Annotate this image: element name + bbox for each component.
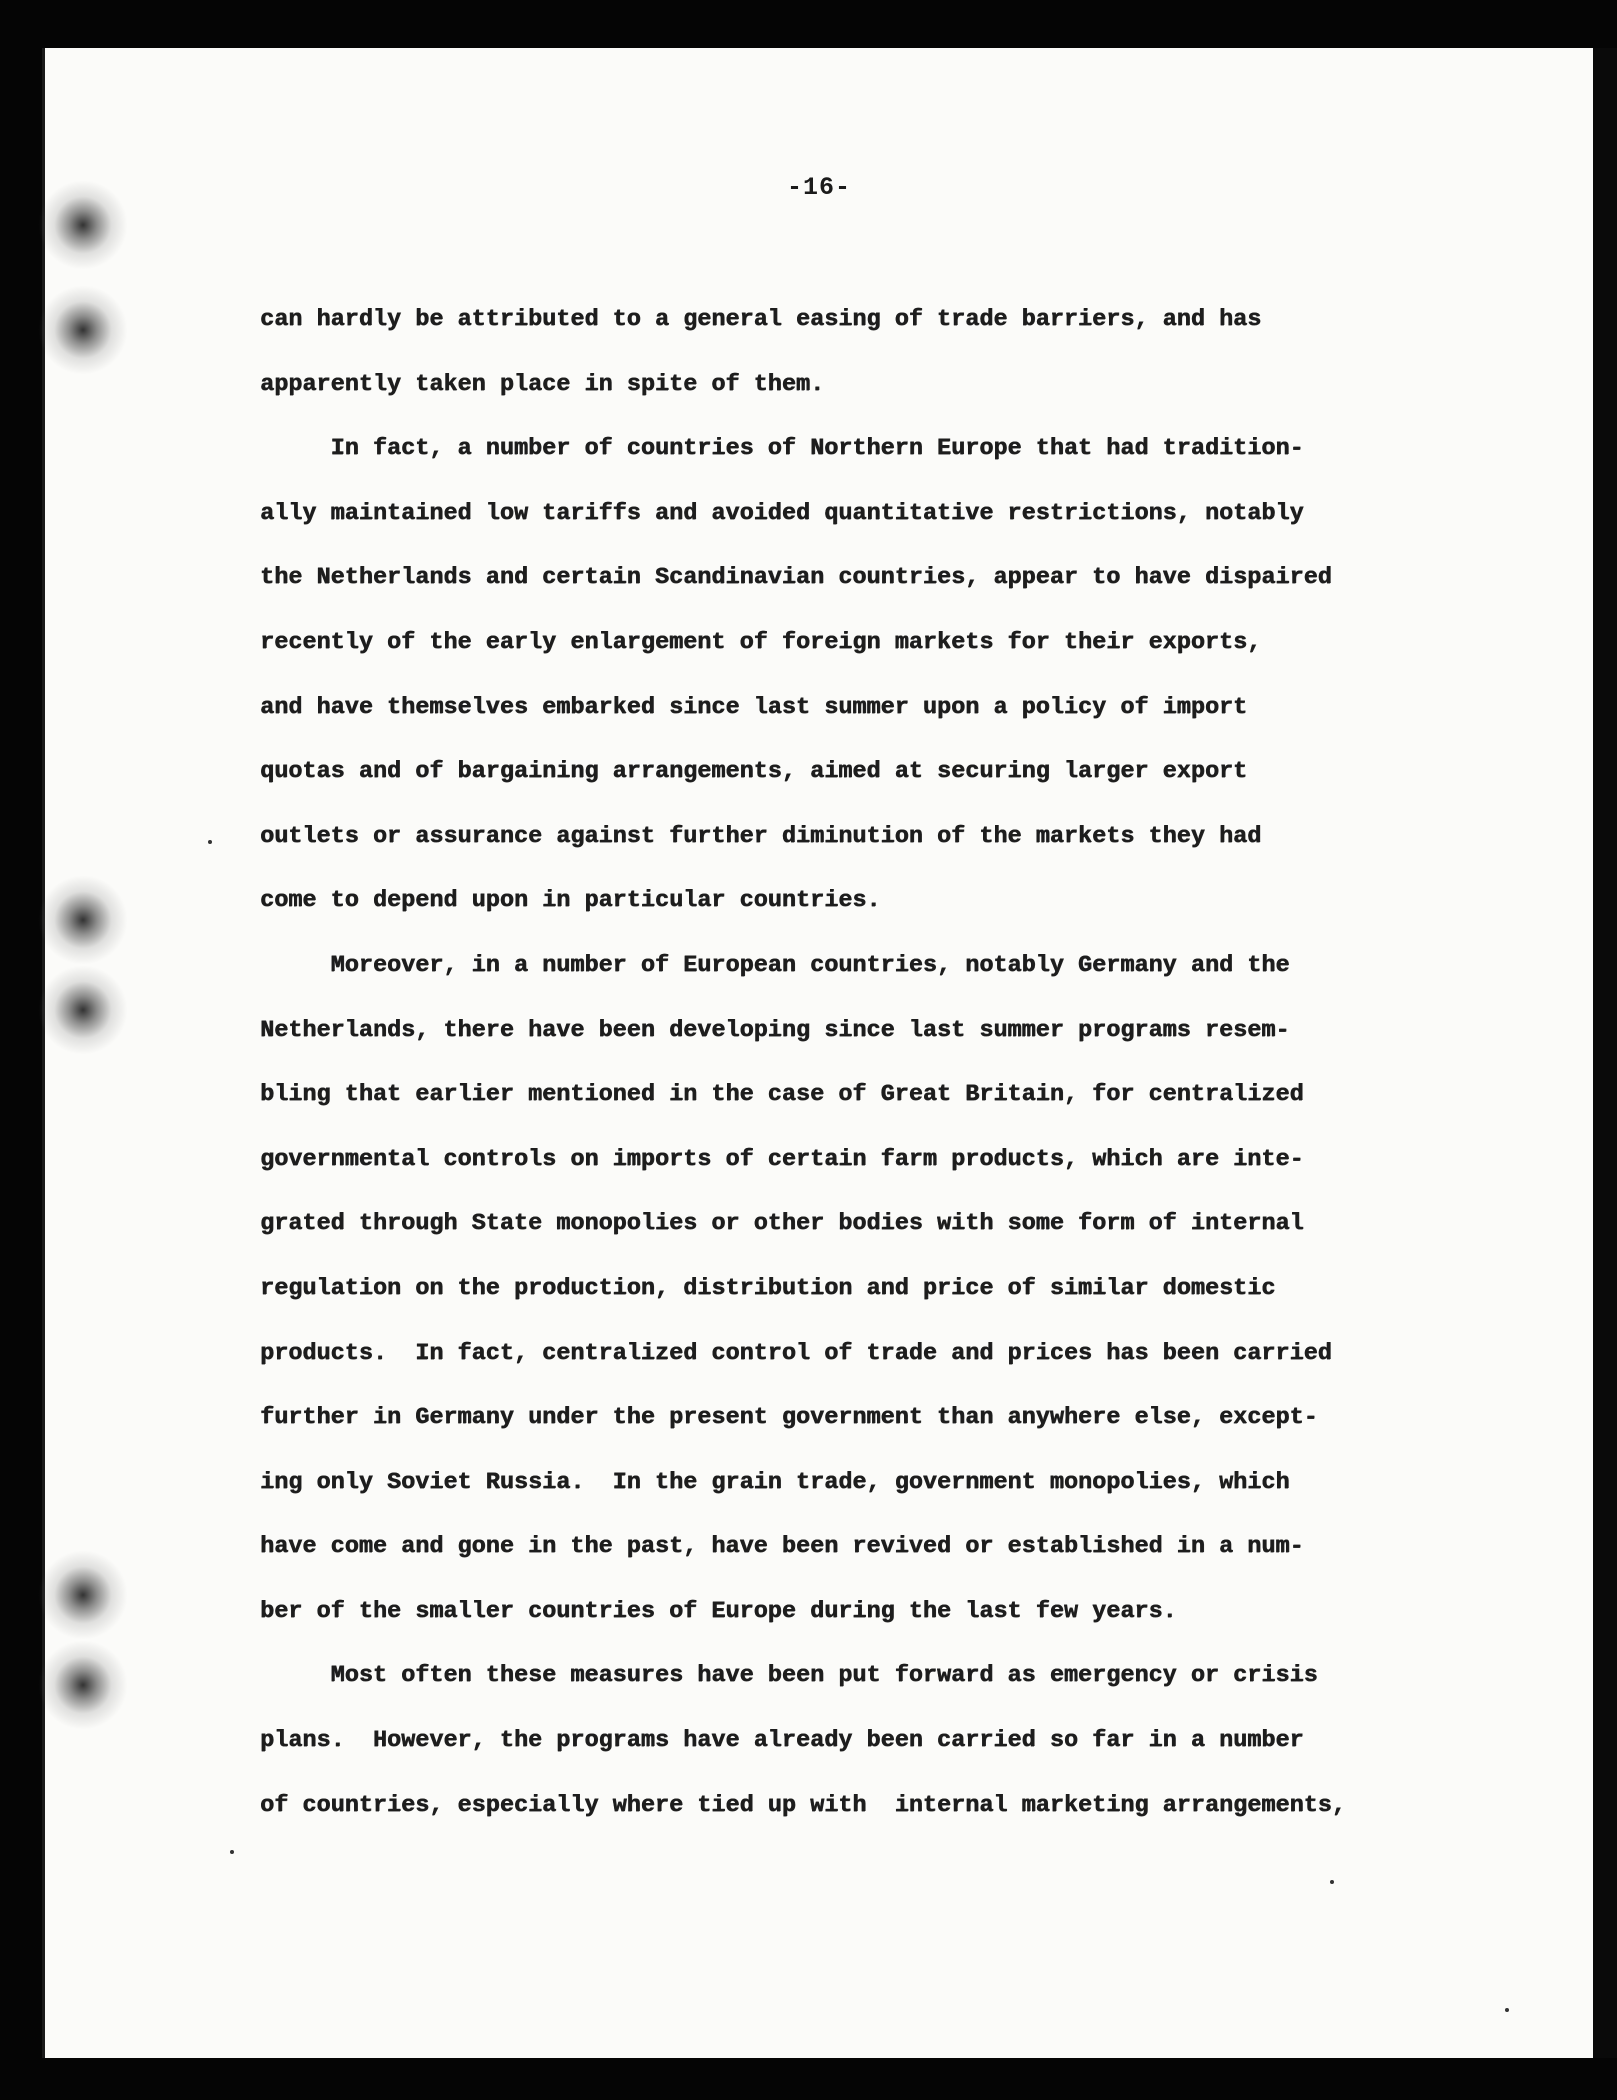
document-page [42,48,1593,2058]
text-line: further in Germany under the present government than anywhere else, except- [260,1404,1318,1432]
punch-hole-1 [38,180,128,270]
text-line: products. In fact, centralized control of trade and prices has been carried [260,1339,1332,1367]
text-line: come to depend upon in particular countries. [260,887,881,915]
text-line: plans. However, the programs have already been carried so far in a number [260,1727,1304,1755]
text-line: and have themselves embarked since last summer upon a policy of import [260,693,1248,721]
text-line: can hardly be attributed to a general easing of trade barriers, and has [260,306,1262,333]
text-line: Moreover, in a number of European countries, notably Germany and the [260,951,1290,979]
text-line: quotas and of bargaining arrangements, aimed at securing larger export [260,758,1248,786]
text-line: ber of the smaller countries of Europe during the last few years. [260,1597,1177,1625]
scan-right-edge [1589,48,1617,2058]
page-number: -16- [786,173,851,202]
text-line: the Netherlands and certain Scandinavian countries, appear to have dispaired [260,564,1332,592]
document-body [260,288,1500,1838]
text-line: In fact, a number of countries of Northern Europe that had tradition- [260,435,1304,463]
text-line: grated through State monopolies or other bodies with some form of internal [260,1210,1304,1238]
scan-speck [1330,1880,1334,1884]
text-line: of countries, especially where tied up with internal marketing arrangements, [260,1791,1346,1819]
text-line: have come and gone in the past, have been revived or established in a num- [260,1533,1304,1561]
scan-speck [1505,2008,1509,2012]
punch-hole-6 [38,1640,128,1730]
text-line: outlets or assurance against further diminution of the markets they had [260,822,1262,850]
scan-speck [208,840,212,844]
text-line: ing only Soviet Russia. In the grain trade, government monopolies, which [260,1468,1290,1496]
punch-hole-3 [38,875,128,965]
punch-hole-5 [38,1550,128,1640]
text-line: recently of the early enlargement of foreign markets for their exports, [260,628,1262,656]
text-line: Netherlands, there have been developing since last summer programs resem- [260,1016,1290,1044]
text-line: ally maintained low tariffs and avoided quantitative restrictions, notably [260,499,1304,527]
text-line: bling that earlier mentioned in the case of Great Britain, for centralized [260,1081,1304,1109]
punch-hole-2 [38,285,128,375]
text-line: governmental controls on imports of certain farm products, which are inte- [260,1145,1304,1173]
text-line: Most often these measures have been put forward as emergency or crisis [260,1662,1318,1690]
text-line: apparently taken place in spite of them. [260,370,825,398]
punch-hole-4 [38,965,128,1055]
text-line: regulation on the production, distribution and price of similar domestic [260,1274,1276,1302]
scan-speck [230,1850,234,1854]
